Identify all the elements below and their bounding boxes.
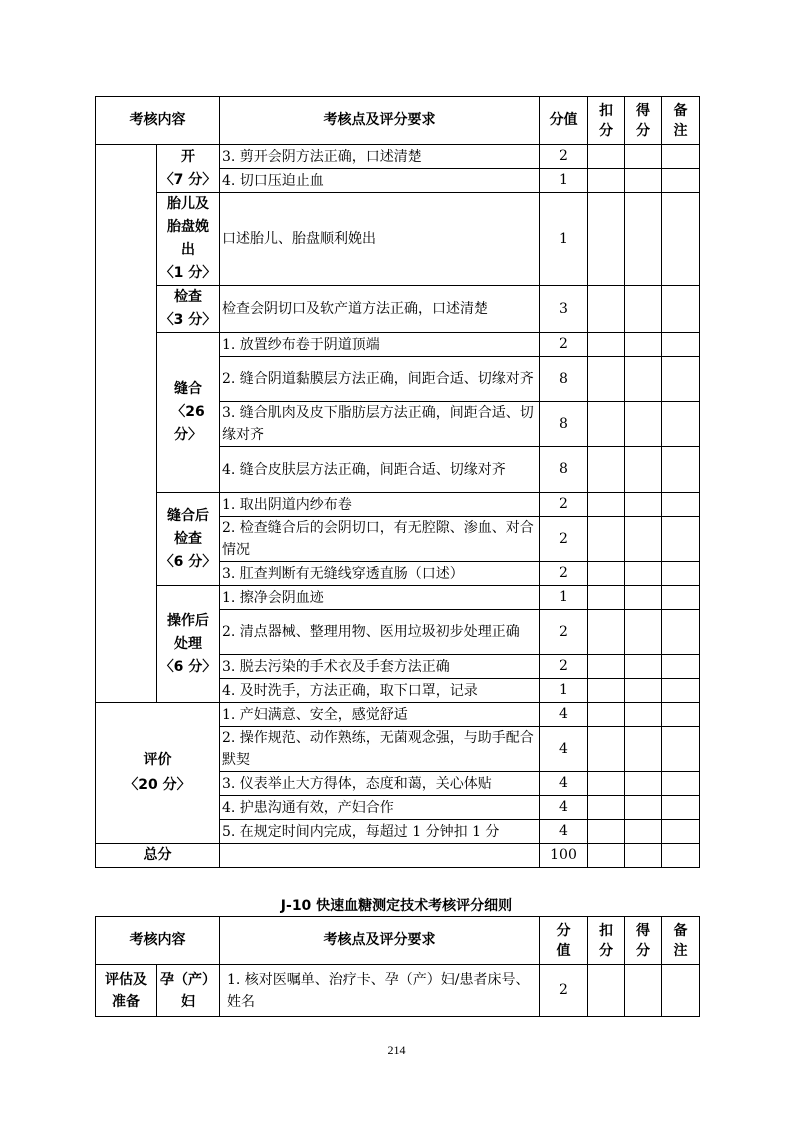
score-value: 2 — [540, 333, 588, 357]
requirement-text: 1. 擦净会阴血迹 — [220, 586, 540, 610]
table-row — [96, 493, 700, 517]
table2-header-content: 考核内容 — [96, 917, 220, 965]
section-label: 缝合后 检查 〈6 分〉 — [157, 493, 220, 586]
score-value: 4 — [540, 727, 588, 772]
got-cell — [625, 562, 662, 586]
scoring-table — [95, 96, 700, 868]
evaluation-label: 评价 〈20 分〉 — [96, 703, 220, 844]
table-row — [96, 286, 700, 333]
got-cell — [625, 145, 662, 169]
note-cell — [662, 402, 700, 447]
got-cell — [625, 517, 662, 562]
table-row — [96, 145, 700, 169]
requirement-text: 4. 切口压迫止血 — [220, 169, 540, 193]
table-row — [96, 703, 700, 727]
table2-score: 2 — [540, 965, 588, 1017]
section-label: 缝合 〈26 分〉 — [157, 333, 220, 493]
score-value: 2 — [540, 562, 588, 586]
got-cell — [625, 447, 662, 493]
requirement-text: 3. 肛查判断有无缝线穿透直肠（口述） — [220, 562, 540, 586]
note-cell — [662, 493, 700, 517]
requirement-text: 3. 剪开会阴方法正确，口述清楚 — [220, 145, 540, 169]
table2-sub — [157, 965, 220, 1017]
requirement-text: 4. 护患沟通有效，产妇合作 — [220, 796, 540, 820]
requirement-text: 1. 取出阴道内纱布卷 — [220, 493, 540, 517]
table-row — [96, 193, 700, 286]
table2-header-got-text: 得分 — [636, 922, 650, 959]
requirement-text: 口述胎儿、胎盘顺利娩出 — [220, 193, 540, 286]
deduct-cell — [588, 796, 625, 820]
table2-header-note — [662, 917, 700, 965]
table2-header-deduct-text: 扣分 — [599, 922, 613, 959]
deduct-cell — [588, 727, 625, 772]
deduct-cell — [588, 357, 625, 402]
requirement-text: 3. 缝合肌肉及皮下脂肪层方法正确，间距合适、切缘对齐 — [220, 402, 540, 447]
header-score: 分值 — [540, 97, 588, 145]
note-cell — [662, 145, 700, 169]
deduct-cell — [588, 610, 625, 655]
score-value: 2 — [540, 517, 588, 562]
table2-title: J-10 快速血糖测定技术考核评分细则 — [280, 898, 513, 914]
note-cell — [662, 333, 700, 357]
deduct-cell — [588, 169, 625, 193]
total-score: 100 — [540, 844, 588, 868]
got-cell — [625, 402, 662, 447]
note-cell — [662, 562, 700, 586]
score-value: 1 — [540, 193, 588, 286]
note-cell — [662, 286, 700, 333]
total-requirement-cell — [220, 844, 540, 868]
requirement-text: 1. 产妇满意、安全，感觉舒适 — [220, 703, 540, 727]
note-cell — [662, 169, 700, 193]
table2-category-text: 评估及准备 — [105, 971, 147, 1010]
note-cell — [662, 772, 700, 796]
note-cell — [662, 844, 700, 868]
header-deduct — [588, 97, 625, 145]
got-cell — [625, 844, 662, 868]
got-cell — [625, 655, 662, 679]
deduct-cell — [588, 703, 625, 727]
table2-row — [96, 965, 700, 1017]
table2-header-deduct — [588, 917, 625, 965]
table2-note-cell — [662, 965, 700, 1017]
got-cell — [625, 169, 662, 193]
requirement-text: 2. 缝合阴道黏膜层方法正确，间距合适、切缘对齐 — [220, 357, 540, 402]
got-cell — [625, 772, 662, 796]
header-got — [625, 97, 662, 145]
score-value: 1 — [540, 679, 588, 703]
deduct-cell — [588, 655, 625, 679]
note-cell — [662, 727, 700, 772]
requirement-text: 2. 清点器械、整理用物、医用垃圾初步处理正确 — [220, 610, 540, 655]
note-cell — [662, 679, 700, 703]
deduct-cell — [588, 333, 625, 357]
got-cell — [625, 333, 662, 357]
got-cell — [625, 610, 662, 655]
deduct-cell — [588, 447, 625, 493]
page-number: 214 — [387, 1043, 406, 1057]
got-cell — [625, 796, 662, 820]
total-label: 总分 — [96, 844, 220, 868]
got-cell — [625, 679, 662, 703]
requirement-text: 检查会阴切口及软产道方法正确，口述清楚 — [220, 286, 540, 333]
table-row — [96, 333, 700, 357]
note-cell — [662, 193, 700, 286]
section-label: 检查 〈3 分〉 — [157, 286, 220, 333]
score-value: 4 — [540, 772, 588, 796]
score-value: 2 — [540, 610, 588, 655]
deduct-cell — [588, 145, 625, 169]
got-cell — [625, 193, 662, 286]
table2-header-got — [625, 917, 662, 965]
table2-header-score-text: 分值 — [556, 922, 571, 959]
total-row — [96, 844, 700, 868]
got-cell — [625, 357, 662, 402]
note-cell — [662, 517, 700, 562]
requirement-text: 3. 仪表举止大方得体，态度和蔼，关心体贴 — [220, 772, 540, 796]
table-header-row — [96, 97, 700, 145]
score-value: 1 — [540, 586, 588, 610]
deduct-cell — [588, 679, 625, 703]
score-value: 2 — [540, 145, 588, 169]
table2-header-note-text: 备注 — [673, 922, 688, 959]
deduct-cell — [588, 820, 625, 844]
note-cell — [662, 447, 700, 493]
section-label: 胎儿及 胎盘娩 出 〈1 分〉 — [157, 193, 220, 286]
score-value: 8 — [540, 357, 588, 402]
deduct-cell — [588, 402, 625, 447]
deduct-cell — [588, 286, 625, 333]
score-value: 2 — [540, 655, 588, 679]
header-deduct-text: 扣分 — [599, 102, 613, 139]
got-cell — [625, 286, 662, 333]
requirement-text: 1. 放置纱布卷于阴道顶端 — [220, 333, 540, 357]
deduct-cell — [588, 193, 625, 286]
deduct-cell — [588, 844, 625, 868]
table2-header-row — [96, 917, 700, 965]
got-cell — [625, 820, 662, 844]
got-cell — [625, 727, 662, 772]
deduct-cell — [588, 586, 625, 610]
deduct-cell — [588, 517, 625, 562]
deduct-cell — [588, 772, 625, 796]
table2-got-cell — [625, 965, 662, 1017]
requirement-text: 2. 操作规范、动作熟练，无菌观念强，与助手配合默契 — [220, 727, 540, 772]
score-value: 8 — [540, 402, 588, 447]
deduct-cell — [588, 562, 625, 586]
got-cell — [625, 586, 662, 610]
requirement-text: 4. 缝合皮肤层方法正确，间距合适、切缘对齐 — [220, 447, 540, 493]
table2-deduct-cell — [588, 965, 625, 1017]
table2-header-score — [540, 917, 588, 965]
table-row — [96, 586, 700, 610]
score-value: 2 — [540, 493, 588, 517]
header-requirements: 考核点及评分要求 — [220, 97, 540, 145]
score-value: 3 — [540, 286, 588, 333]
score-value: 4 — [540, 703, 588, 727]
note-cell — [662, 796, 700, 820]
got-cell — [625, 703, 662, 727]
score-value: 8 — [540, 447, 588, 493]
note-cell — [662, 820, 700, 844]
requirement-text: 2. 检查缝合后的会阴切口，有无腔隙、渗血、对合情况 — [220, 517, 540, 562]
table2-requirement: 1. 核对医嘱单、治疗卡、孕（产）妇/患者床号、姓名 — [220, 965, 540, 1017]
header-note — [662, 97, 700, 145]
score-value: 1 — [540, 169, 588, 193]
note-cell — [662, 357, 700, 402]
requirement-text: 5. 在规定时间内完成，每超过 1 分钟扣 1 分 — [220, 820, 540, 844]
requirement-text: 4. 及时洗手，方法正确，取下口罩，记录 — [220, 679, 540, 703]
requirement-text: 3. 脱去污染的手术衣及手套方法正确 — [220, 655, 540, 679]
scoring-table-2 — [95, 916, 700, 1017]
note-cell — [662, 586, 700, 610]
header-got-text: 得分 — [636, 102, 650, 139]
table-body — [96, 145, 700, 868]
score-value: 4 — [540, 820, 588, 844]
note-cell — [662, 610, 700, 655]
got-cell — [625, 493, 662, 517]
header-note-text: 备注 — [673, 102, 688, 139]
table2-sub-text: 孕（产）妇 — [160, 971, 216, 1010]
header-content: 考核内容 — [96, 97, 220, 145]
deduct-cell — [588, 493, 625, 517]
score-value: 4 — [540, 796, 588, 820]
section-label: 操作后 处理 〈6 分〉 — [157, 586, 220, 703]
section-label: 开 〈7 分〉 — [157, 145, 220, 193]
table2-header-requirements: 考核点及评分要求 — [220, 917, 540, 965]
table2-category — [96, 965, 157, 1017]
note-cell — [662, 703, 700, 727]
note-cell — [662, 655, 700, 679]
category-cell-continued — [96, 145, 157, 703]
